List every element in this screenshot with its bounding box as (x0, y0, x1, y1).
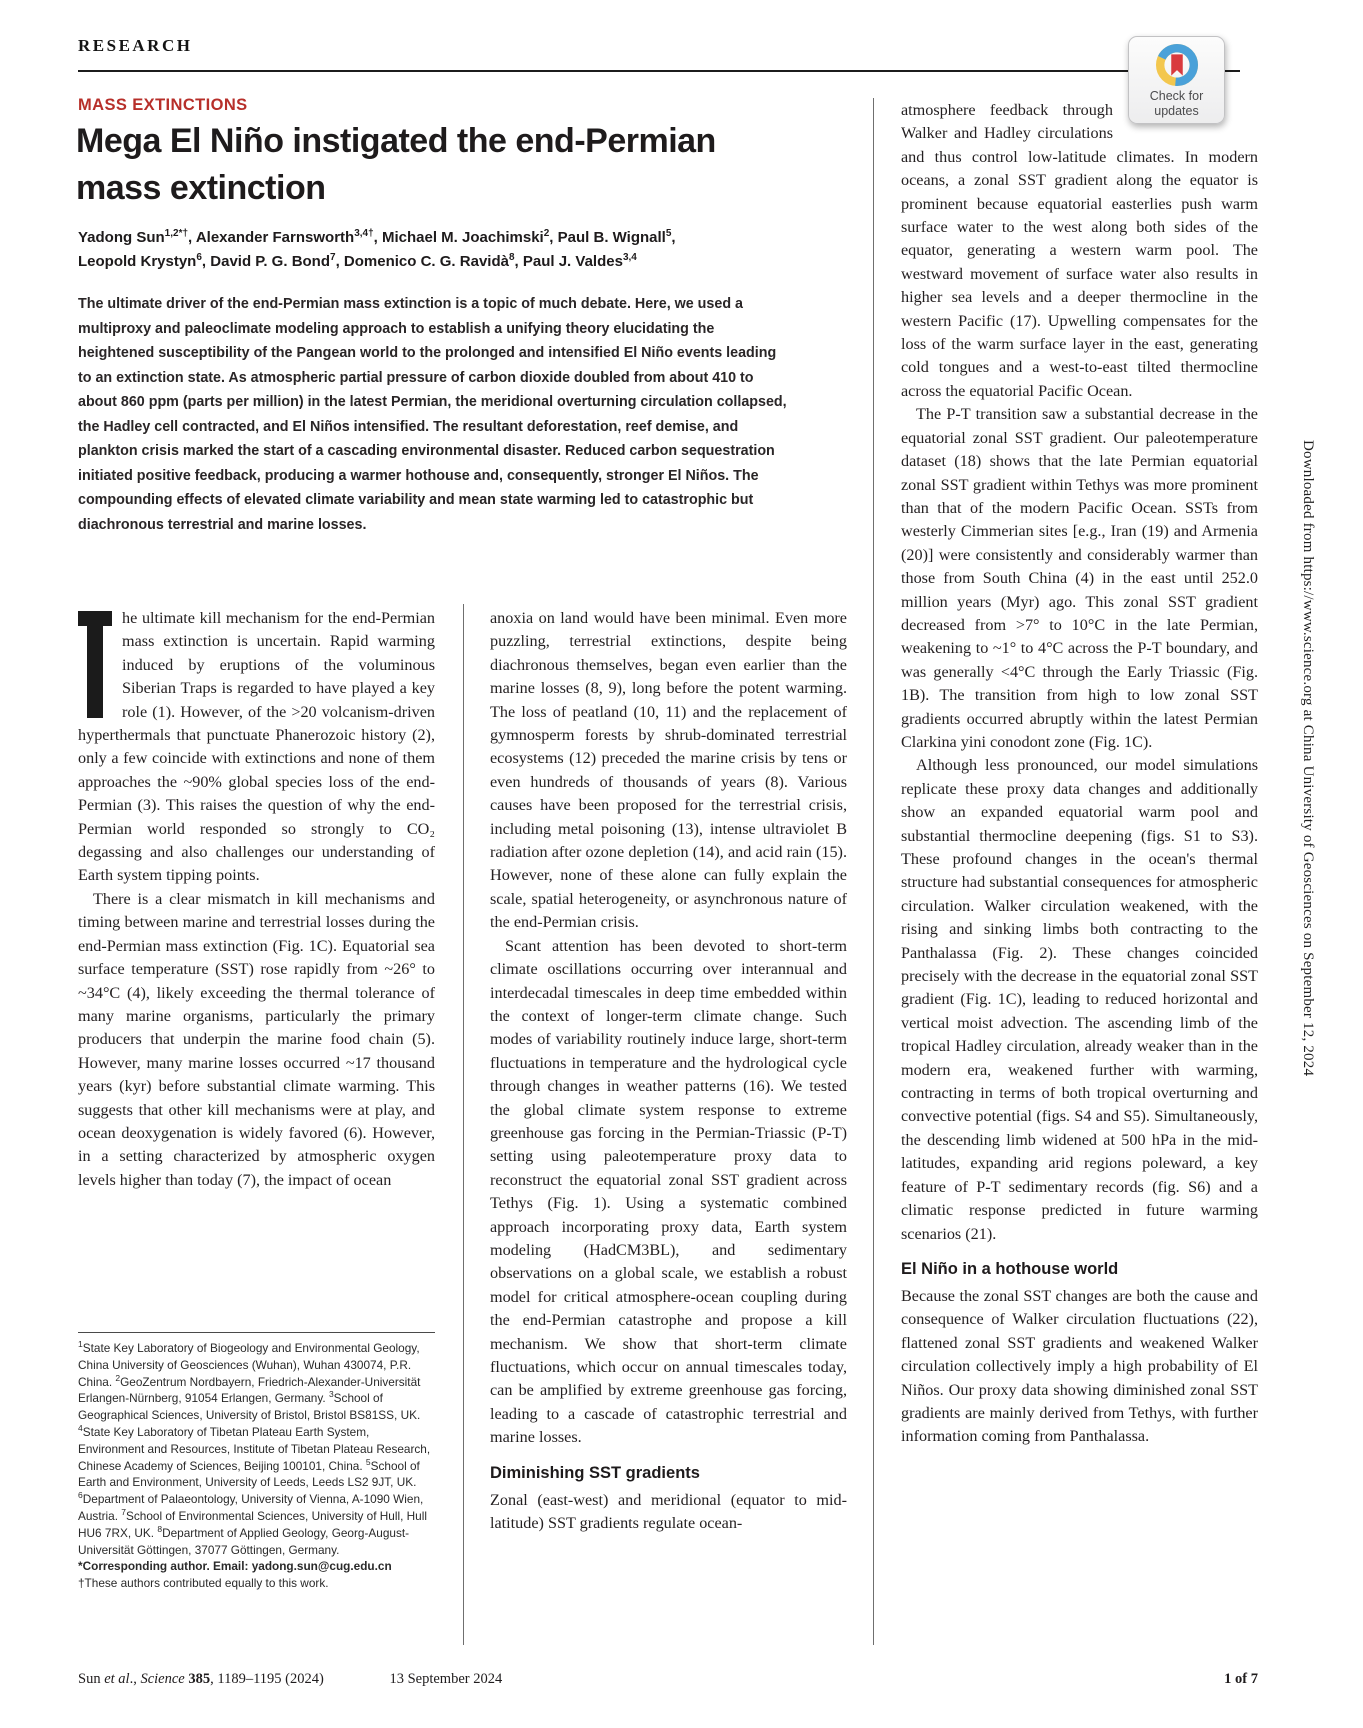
title-line-2: mass extinction (76, 169, 326, 207)
footnote-block (78, 1332, 435, 1592)
footer-citation: Sun et al., Science 385, 1189–1195 (2024) (78, 1671, 324, 1687)
footnote-rule (78, 1332, 435, 1333)
crossmark-icon (1154, 42, 1200, 88)
section-label: MASS EXTINCTIONS (78, 96, 248, 114)
col3-paragraph-4: Because the zonal SST changes are both the cause and consequence of Walker circulation fluctuations (22), flattened zonal SST gradients and weakened Walker circulation collectively imply a high probability of El Niños. Our proxy data showing diminished zonal SST gradients are mainly derived from Tethys, with further information coming from Panthalassa. (901, 1286, 1258, 1446)
body-column-3 (901, 99, 1258, 1449)
page-number: 1 of 7 (1224, 1671, 1258, 1687)
badge-label: Check for updates (1149, 89, 1204, 118)
author-list (78, 226, 838, 274)
col3-paragraph-3: Although less pronounced, our model simulations replicate these proxy data changes and additionally show an expanded equatorial warm pool and substantial thermocline deepening (figs. S1 to S3). These profound changes in the ocean's thermal structure had substantial consequences for atmospheric circulation. Walker circulation weakened, with the rising and sinking limbs both contracting to the Panthalassa (Fig. 2). These changes coincided precisely with the decrease in the equatorial zonal SST gradient (Fig. 1C), leading to reduced horizontal and vertical moist advection. The ascending limb of the tropical Hadley circulation, already weaker than in the modern era, weakened further with warming, contracting in terms of both tropical overturning and convective potential (figs. S4 and S5). Simultaneously, the descending limb widened at 500 hPa in the mid-latitudes, expanding arid regions poleward, a key feature of P-T sedimentary records (fig. S6) and a climatic response predicted in future warming scenarios (21). (901, 756, 1258, 1243)
subsection-heading-diminishing-sst: Diminishing SST gradients (490, 1463, 700, 1482)
col1-paragraph-1: he ultimate kill mechanism for the end-Permian mass extinction is uncertain. Rapid warming induced by eruptions of the voluminous Siberian Traps is regarded to have played a key role (1). However, of the >20 volcanism-driven hyperthermals that punctuate Phanerozoic history (2), only a few coincide with extinctions and none of them approaches the ~90% global species loss of the end-Permian (3). This raises the question of why the end-Permian world responded so strongly to CO₂ degassing and also challenges our understanding of Earth system tipping points. (78, 609, 435, 885)
corresponding-author-note: *Corresponding author. Email: yadong.sun@cug.edu.cn (78, 1559, 392, 1574)
header-rule (78, 70, 1240, 72)
col3-paragraph-1: atmosphere feedback through Walker and Hadley circulations and thus control low-latitude climates. In modern oceans, a zonal SST gradient along the equator is prominent because equatorial easterlies push warm surface water to the west along both sides of the equator, generating a western warm pool. The westward movement of surface water also results in higher sea levels and a deeper thermocline in the western Pacific (17). Upwelling compensates for the loss of the warm surface layer in the east, generating cold tongues and a west-to-east tilted thermocline across the equatorial Pacific Ocean. (901, 101, 1258, 400)
subsection-heading-el-nino: El Niño in a hothouse world (901, 1259, 1119, 1278)
column-divider-left (463, 604, 464, 1645)
col2-paragraph-1: anoxia on land would have been minimal. Even more puzzling, terrestrial extinctions, despite being diachronous themselves, began even earlier than the marine losses (8, 9), long before the potent warming. The loss of peatland (10, 11) and the replacement of gymnosperm forests by shrub-dominated terrestrial ecosystems (12) preceded the marine crisis by tens or even hundreds of thousands of years (8). Various causes have been proposed for the terrestrial crisis, including metal poisoning (13), intense ultraviolet B radiation after ozone depletion (14), and acid rain (15). However, none of these alone can fully explain the scale, spatial heterogeneity, or asynchronous nature of the end-Permian crisis. (490, 609, 847, 932)
abstract-text: The ultimate driver of the end-Permian mass extinction is a topic of much debate. Here, we used a multiproxy and paleoclimate modeling approach to establish a unifying theory elucidating the heightened susceptibility of the Pangean world to the prolonged and intensified El Niño events leading to an extinction state. As atmospheric partial pressure of carbon dioxide doubled from about 410 to about 860 ppm (parts per million) in the latest Permian, the meridional overturning circulation collapsed, the Hadley cell contracted, and El Niños intensified. The resultant deforestation, reef demise, and plankton crisis marked the start of a cascading environmental disaster. Reduced carbon sequestration initiated positive feedback, producing a warmer hothouse and, consequently, stronger El Niños. The compounding effects of elevated climate variability and mean state warming led to catastrophic but diachronous terrestrial and marine losses. (78, 296, 787, 533)
article-title (76, 118, 876, 212)
col1-paragraph-2: There is a clear mismatch in kill mechanisms and timing between marine and terrestrial losses during the end-Permian mass extinction (Fig. 1C). Equatorial sea surface temperature (SST) rose rapidly from ~26° to ~34°C (4), likely exceeding the thermal tolerance of many marine organisms, particularly the primary producers that underpin the marine food chain (5). However, many marine losses occurred ~17 thousand years (kyr) before substantial climate warming. This suggests that other kill mechanisms were at play, and ocean deoxygenation is widely favored (6). However, in a setting characterized by atmospheric oxygen levels higher than today (7), the impact of ocean (78, 889, 435, 1189)
authors-line-1: Yadong Sun$^{1,2*\dagger}$, Alexander Farnsworth$^{3,4\dagger}$, Michael M. Joachimski$^2$, Paul B. Wignall$^5$, (78, 228, 676, 246)
equal-contribution-note: †These authors contributed equally to this work. (78, 1576, 329, 1591)
title-line-1: Mega El Niño instigated the end-Permian (76, 122, 716, 160)
drop-cap (78, 611, 112, 718)
download-statement: Downloaded from https://www.science.org at China University of Geosciences on September 12, 2024 (1300, 440, 1316, 1077)
bookmark-icon (1171, 54, 1183, 75)
footnotes (78, 1340, 435, 1592)
col3-paragraph-2: The P-T transition saw a substantial decrease in the equatorial zonal SST gradient. Our paleotemperature dataset (18) shows that the late Permian equatorial zonal SST gradient within Tethys was more prominent than that of the modern Pacific Ocean. SSTs from westerly Cimmerian sites [e.g., Iran (19) and Armenia (20)] were consistently and considerably warmer than those from South China (4) in the east until 252.0 million years (Myr) ago. This zonal SST gradient decreased from >7° to 10°C in the late Permian, weakening to ~1° to 4°C across the P-T boundary, and was generally <4°C through the Early Triassic (Fig. 1B). The transition from high to low zonal SST gradients occurred abruptly within the latest Permian Clarkina yini conodont zone (Fig. 1C). (901, 405, 1258, 751)
body-column-1 (78, 607, 435, 1192)
check-for-updates-badge[interactable] (1128, 36, 1225, 124)
research-kicker: RESEARCH (78, 36, 193, 55)
col2-paragraph-2: Scant attention has been devoted to short-term climate oscillations occurring over interannual and interdecadal timescales in deep time embedded within the context of longer-term climate change. Such modes of variability routinely induce large, short-term fluctuations in temperature and the hydrological cycle through changes in weather patterns (16). We tested the global climate system response to extreme greenhouse gas forcing in the Permian-Triassic (P-T) setting using paleotemperature proxy data to reconstruct the equatorial zonal SST gradient across Tethys (Fig. 1). Using a systematic combined approach incorporating proxy data, Earth system modeling (HadCM3BL), and sedimentary observations on a global scale, we establish a robust model for critical atmosphere-ocean coupling during the end-Permian catastrophe and propose a kill mechanism. We show that short-term climate fluctuations, which occur on annual timescales today, can be amplified by extreme greenhouse gas forcing, leading to a cascade of catastrophic terrestrial and marine losses. (490, 936, 847, 1447)
col2-paragraph-3: Zonal (east-west) and meridional (equator to mid-latitude) SST gradients regulate ocean- (490, 1490, 847, 1533)
affiliations: $^1$State Key Laboratory of Biogeology and Environmental Geology, China University of Geosciences (Wuhan), Wuhan 430074, P.R. China. $^2$GeoZentrum Nordbayern, Friedrich-Alexander-Universität Erlangen-Nürnberg, 91054 Erlangen, Germany. $^3$School of Geographical Sciences, University of Bristol, Bristol BS81SS, UK. $^4$State Key Laboratory of Tibetan Plateau Earth System, Environment and Resources, Institute of Tibetan Plateau Research, Chinese Academy of Sciences, Beijing 100101, China. $^5$School of Earth and Environment, University of Leeds, Leeds LS2 9JT, UK. $^6$Department of Palaeontology, University of Vienna, A-1090 Wien, Austria. $^7$School of Environmental Sciences, University of Hull, Hull HU6 7RX, UK. $^8$Department of Applied Geology, Georg-August-Universität Göttingen, 37077 Göttingen, Germany. (78, 1339, 431, 1557)
authors-line-2: Leopold Krystyn$^6$, David P. G. Bond$^7$, Domenico C. G. Ravidà$^8$, Paul J. Valdes$^{3,4}$ (78, 252, 637, 270)
footer-date: 13 September 2024 (389, 1671, 503, 1687)
column-divider-right (873, 98, 874, 1645)
body-column-2 (490, 607, 847, 1535)
page-footer (78, 1671, 1258, 1688)
